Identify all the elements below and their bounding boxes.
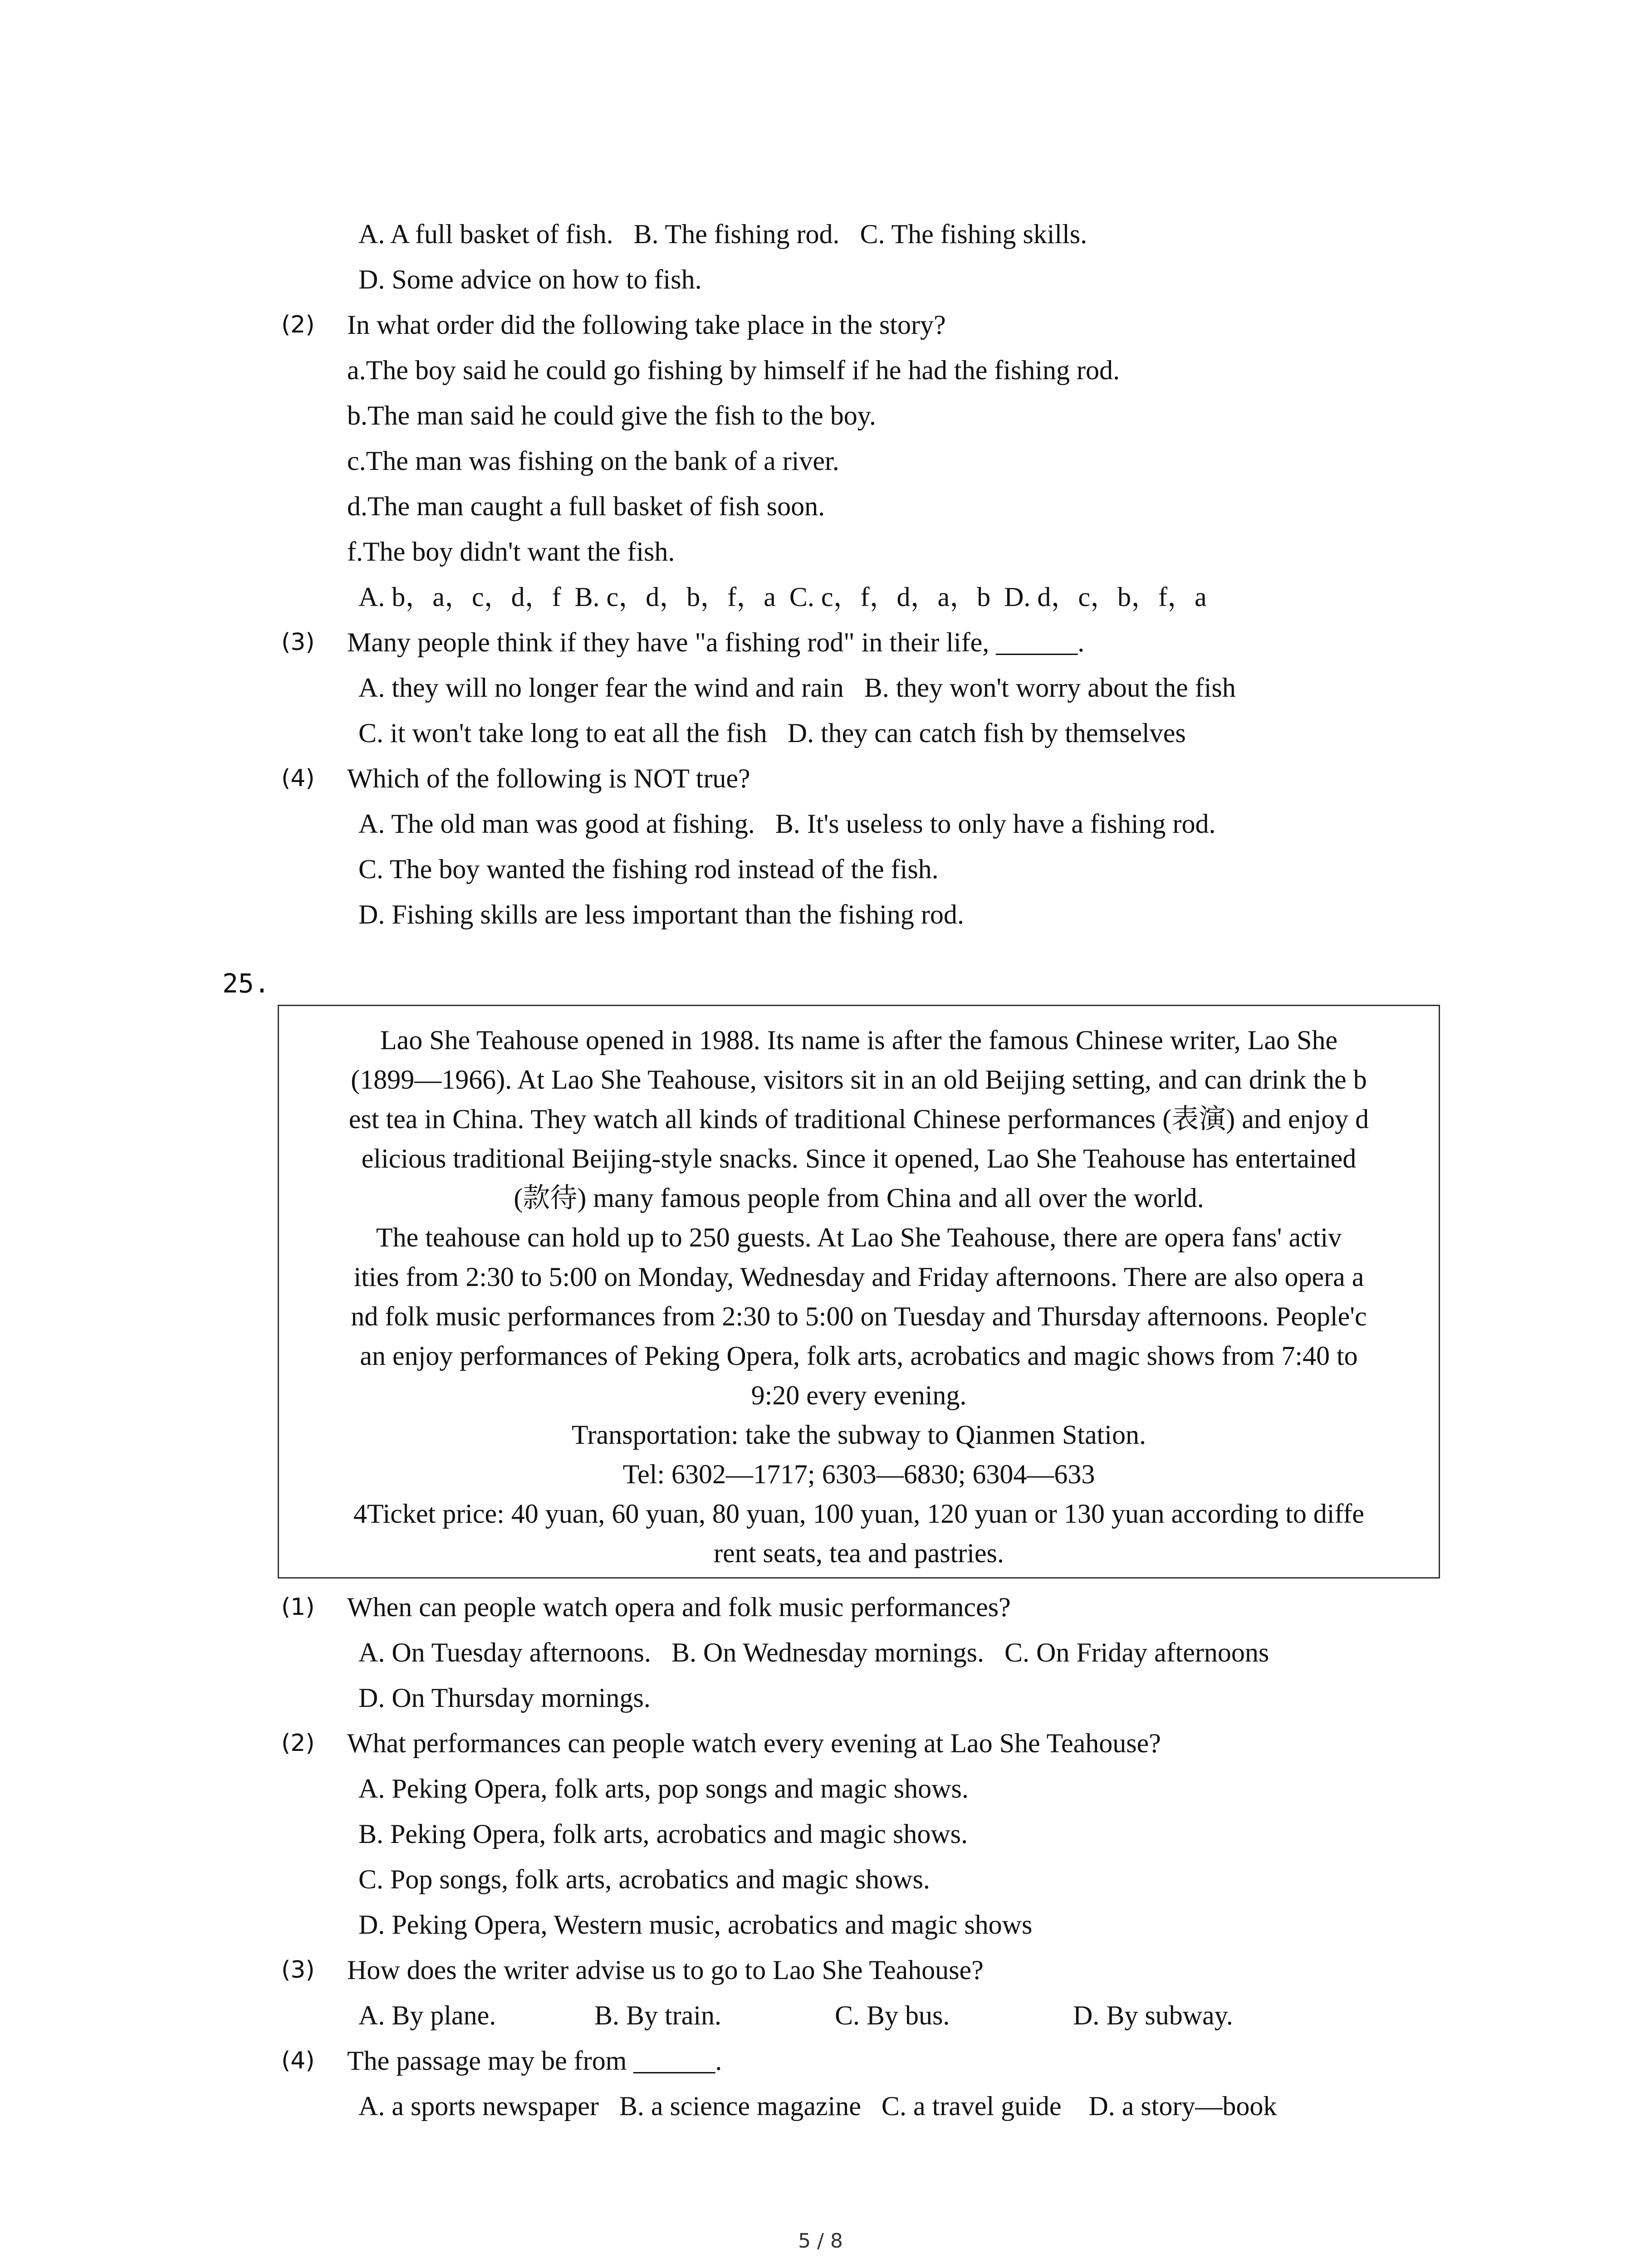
passage-line: nd folk music performances from 2:30 to 5:00 on Tuesday and Thursday afternoons. People'c: [351, 1301, 1367, 1331]
q25-3-question: How does the writer advise us to go to Lao She Teahouse?: [347, 1955, 984, 1985]
q25-3-option-c: C. By bus.: [835, 2000, 950, 2030]
q25-2-option-b: B. Peking Opera, folk arts, acrobatics and magic shows.: [358, 1819, 968, 1849]
page-number: 5 / 8: [798, 2229, 843, 2253]
passage-line: The teahouse can hold up to 250 guests. At Lao She Teahouse, there are opera fans' activ: [376, 1222, 1342, 1252]
q25-4-options: A. a sports newspaper B. a science magazine C. a travel guide D. a story—book: [358, 2091, 1277, 2121]
q24-2-item-a: a.The boy said he could go fishing by himself if he had the fishing rod.: [347, 355, 1120, 385]
passage-line: (1899—1966). At Lao She Teahouse, visitors sit in an old Beijing setting, and can drink the b: [351, 1065, 1367, 1095]
question-25-number: 25.: [222, 968, 270, 999]
q24-3-number: (3): [281, 629, 315, 656]
q24-4-options-line2: C. The boy wanted the fishing rod instead of the fish.: [358, 854, 939, 884]
q24-1-options-line1: A. A full basket of fish. B. The fishing rod. C. The fishing skills.: [358, 219, 1087, 249]
passage-line: 9:20 every evening.: [751, 1380, 967, 1410]
q24-4-options-line1: A. The old man was good at fishing. B. It's useless to only have a fishing rod.: [358, 809, 1216, 839]
q24-3-options-line1: A. they will no longer fear the wind and rain B. they won't worry about the fish: [358, 673, 1236, 703]
q25-3-option-d: D. By subway.: [1073, 2000, 1233, 2030]
passage-line: ities from 2:30 to 5:00 on Monday, Wednesday and Friday afternoons. There are also opera a: [353, 1262, 1364, 1292]
q24-2-item-c: c.The man was fishing on the bank of a river.: [347, 446, 839, 476]
q24-3-options-line2: C. it won't take long to eat all the fish D. they can catch fish by themselves: [358, 718, 1186, 748]
passage-line: 4Ticket price: 40 yuan, 60 yuan, 80 yuan, 100 yuan, 120 yuan or 130 yuan according to diffe: [353, 1499, 1364, 1529]
passage-line: Lao She Teahouse opened in 1988. Its name is after the famous Chinese writer, Lao She: [380, 1025, 1338, 1055]
q24-4-question: Which of the following is NOT true?: [347, 763, 750, 793]
passage-line: Transportation: take the subway to Qianmen Station.: [572, 1420, 1146, 1450]
q25-3-option-a: A. By plane.: [358, 2000, 496, 2030]
passage-line: rent seats, tea and pastries.: [714, 1538, 1004, 1568]
passage-line: (款待) many famous people from China and all over the world.: [514, 1183, 1204, 1213]
q24-2-item-d: d.The man caught a full basket of fish soon.: [347, 491, 825, 521]
q24-2-question: In what order did the following take place in the story?: [347, 310, 946, 340]
q24-2-item-f: f.The boy didn't want the fish.: [347, 537, 675, 567]
passage-line: an enjoy performances of Peking Opera, folk arts, acrobatics and magic shows from 7:40 to: [360, 1341, 1358, 1371]
q24-4-number: (4): [281, 765, 315, 792]
q25-3-option-b: B. By train.: [594, 2000, 721, 2030]
q24-3-question: Many people think if they have "a fishing rod" in their life, ______.: [347, 627, 1085, 657]
q25-1-options-line1: A. On Tuesday afternoons. B. On Wednesday mornings. C. On Friday afternoons: [358, 1637, 1269, 1667]
q25-1-question: When can people watch opera and folk music performances?: [347, 1592, 1011, 1622]
q25-2-number: (2): [281, 1730, 315, 1757]
q24-2-options: A. b，a，c，d，f B. c，d，b，f，a C. c，f，d，a，b D. d，c，b，f，a: [358, 582, 1207, 612]
q25-4-number: (4): [281, 2047, 315, 2074]
q25-2-option-d: D. Peking Opera, Western music, acrobatics and magic shows: [358, 1910, 1033, 1940]
q25-2-option-c: C. Pop songs, folk arts, acrobatics and magic shows.: [358, 1864, 930, 1894]
q25-1-options-line2: D. On Thursday mornings.: [358, 1683, 651, 1713]
q24-2-item-b: b.The man said he could give the fish to the boy.: [347, 401, 876, 430]
q24-2-number: (2): [281, 311, 315, 338]
q25-2-option-a: A. Peking Opera, folk arts, pop songs and magic shows.: [358, 1774, 969, 1804]
passage-line: Tel: 6302—1717; 6303—6830; 6304—633: [622, 1459, 1095, 1489]
passage-line: elicious traditional Beijing-style snacks. Since it opened, Lao She Teahouse has entertained: [361, 1144, 1357, 1173]
passage-line: est tea in China. They watch all kinds of traditional Chinese performances (表演) and enjoy d: [348, 1104, 1369, 1134]
q24-4-options-line3: D. Fishing skills are less important than the fishing rod.: [358, 899, 964, 929]
q25-2-question: What performances can people watch every evening at Lao She Teahouse?: [347, 1728, 1161, 1758]
q25-3-number: (3): [281, 1956, 315, 1984]
q25-1-number: (1): [281, 1593, 315, 1621]
q25-4-question: The passage may be from ______.: [347, 2046, 722, 2076]
q24-1-options-line2: D. Some advice on how to fish.: [358, 264, 702, 294]
